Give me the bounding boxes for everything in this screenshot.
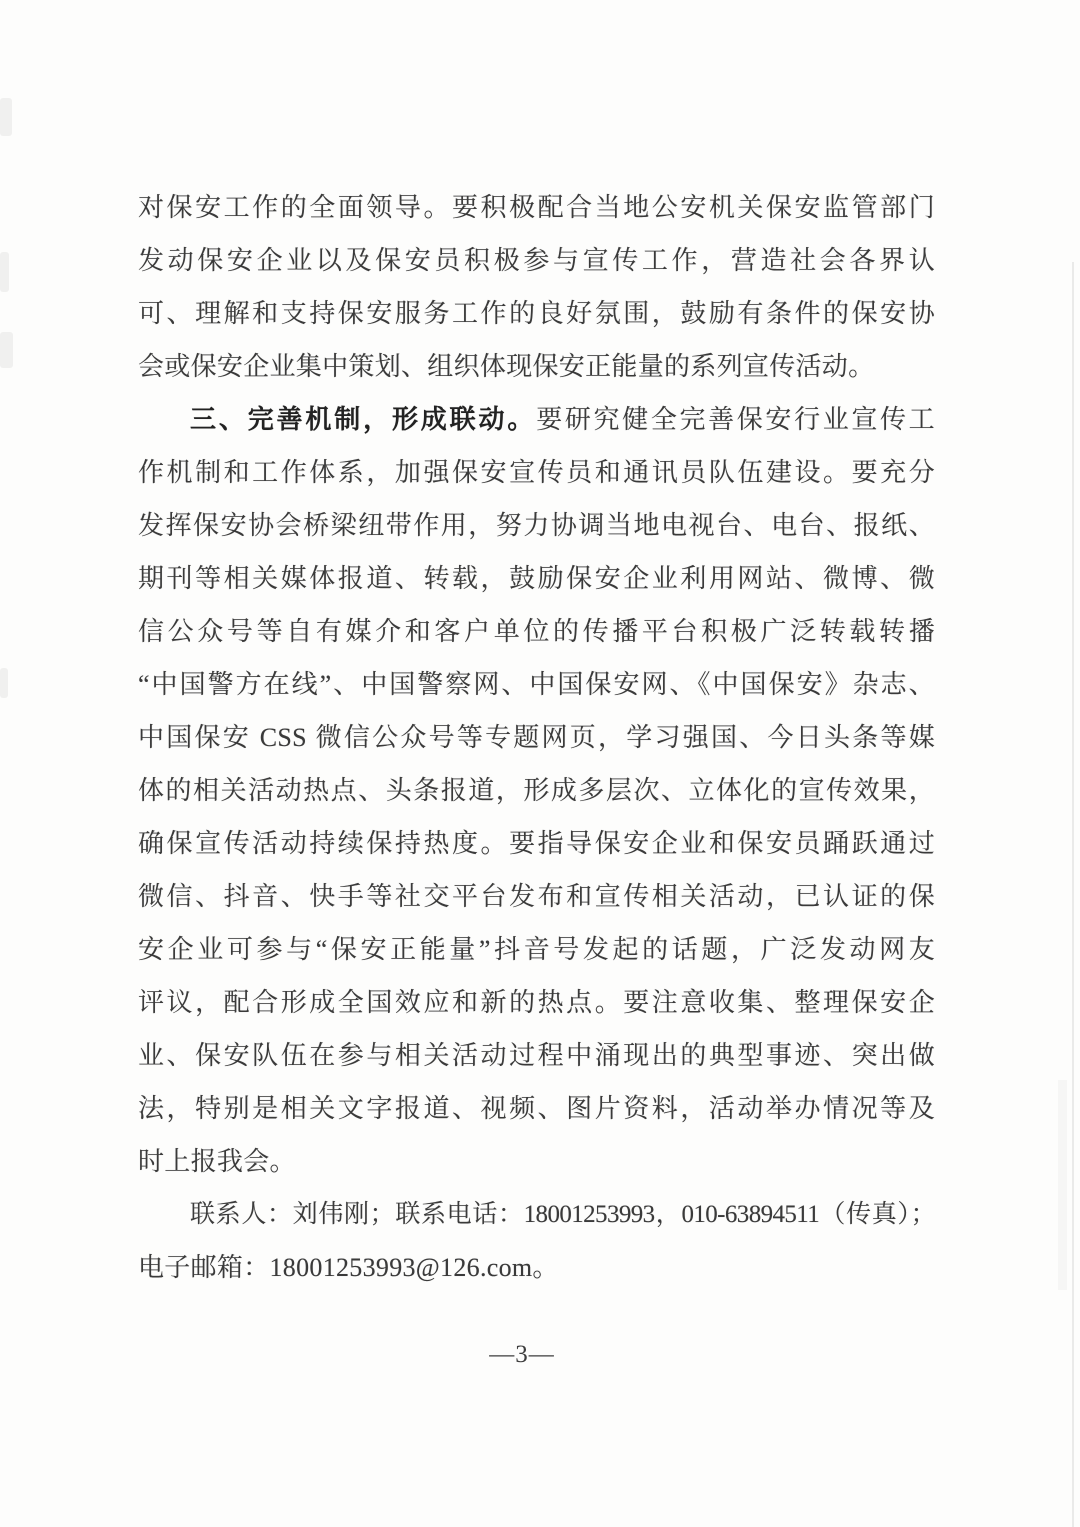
paragraph-section-three	[138, 393, 935, 1188]
text-line	[138, 393, 935, 446]
text-line: 体的相关活动热点、头条报道，形成多层次、立体化的宣传效果，	[138, 776, 935, 805]
text-line: “中国警方在线”、中国警察网、中国保安网、《中国保安》杂志、	[138, 670, 935, 699]
text-line: 信公众号等自有媒介和客户单位的传播平台积极广泛转载转播	[138, 617, 935, 646]
text-line: 发挥保安协会桥梁纽带作用，努力协调当地电视台、电台、报纸、	[138, 511, 935, 540]
section-heading: 三、完善机制，形成联动。	[190, 404, 537, 434]
text-line: 确保宣传活动持续保持热度。要指导保安企业和保安员踊跃通过	[138, 829, 935, 858]
scan-smudge	[0, 252, 9, 292]
text-run: 要研究健全完善保安行业宣传工	[536, 405, 935, 434]
scan-smudge	[0, 668, 8, 698]
text-line: 时上报我会。	[138, 1147, 296, 1176]
scan-artifact-strip	[1058, 1080, 1067, 1290]
scan-smudge	[0, 98, 12, 136]
text-line: 期刊等相关媒体报道、转载，鼓励保安企业利用网站、微博、微	[138, 564, 935, 593]
text-line: 作机制和工作体系，加强保安宣传员和通讯员队伍建设。要充分	[138, 458, 935, 487]
paragraph-contact	[138, 1188, 935, 1294]
text-line: 发动保安企业以及保安员积极参与宣传工作，营造社会各界认	[138, 246, 935, 275]
text-line: 中国保安 CSS 微信公众号等专题网页，学习强国、今日头条等媒	[138, 723, 935, 752]
scan-smudge	[0, 332, 13, 368]
text-line: 会或保安企业集中策划、组织体现保安正能量的系列宣传活动。	[138, 352, 875, 381]
contact-line: 联系人：刘伟刚；联系电话：18001253993，010-63894511（传真）；	[190, 1201, 935, 1228]
email-line: 电子邮箱：18001253993@126.com。	[138, 1253, 559, 1282]
document-body	[138, 181, 935, 1294]
text-line: 微信、抖音、快手等社交平台发布和宣传相关活动，已认证的保	[138, 882, 935, 911]
text-line: 业、保安队伍在参与相关活动过程中涌现出的典型事迹、突出做	[138, 1041, 935, 1070]
scan-artifact-vertical-line	[1072, 262, 1074, 1527]
text-line: 可、理解和支持保安服务工作的良好氛围，鼓励有条件的保安协	[138, 299, 935, 328]
text-line: 对保安工作的全面领导。要积极配合当地公安机关保安监管部门	[138, 193, 935, 222]
text-line: 评议，配合形成全国效应和新的热点。要注意收集、整理保安企	[138, 988, 935, 1017]
text-line: 法，特别是相关文字报道、视频、图片资料，活动举办情况等及	[138, 1094, 935, 1123]
paragraph-continuation	[138, 181, 935, 393]
text-line: 安企业可参与“保安正能量”抖音号发起的话题，广泛发动网友	[138, 935, 935, 964]
page-number: —3—	[489, 1341, 555, 1368]
